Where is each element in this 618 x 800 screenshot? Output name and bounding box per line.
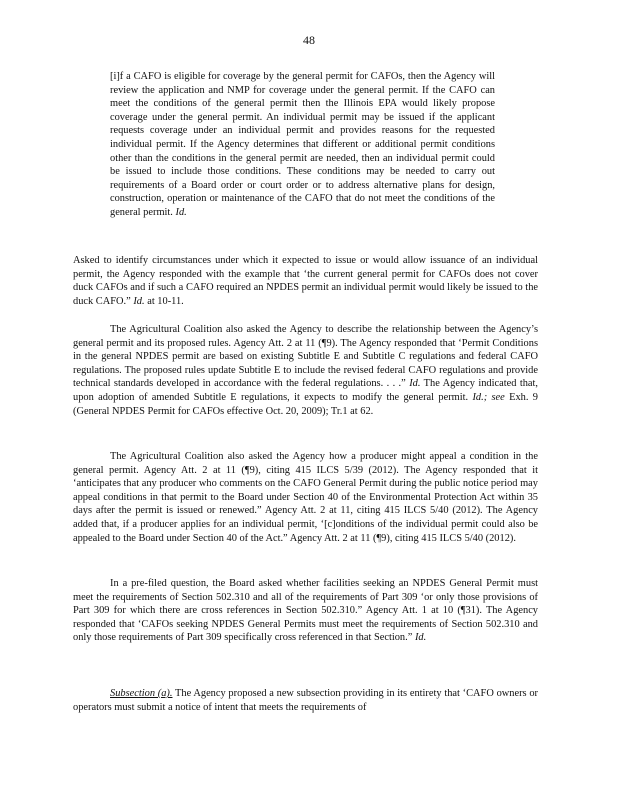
quote-citation: Id.	[175, 206, 187, 218]
paragraph-text: The Agricultural Coalition also asked the Agency to describe the relationship between the Agency’s general permit and its proposed rules. Agency Att. 2 at 11 (¶9). The Agency responded that ‘Permit Conditions in the general NPDES permit are based on existing Subtitle E and Subtitle C regulations and federal CAFO regulations. The proposed rules update Subtitle E to include the revised federal CAFO regulations and provide technical standards developed in accordance with the federal regulations. . . .”	[73, 324, 538, 390]
paragraph-relationship	[73, 323, 538, 418]
exhibit-reference: Exh. 9 (General NPDES Permit for CAFOs effective Oct. 20, 2009); Tr.1 at 62.	[73, 391, 538, 417]
paragraph-subsection-a	[73, 687, 538, 714]
paragraph-prefiled-question	[73, 577, 538, 645]
paragraph-text: The Agricultural Coalition also asked the Agency how a producer might appeal a condition in the general permit. Agency Att. 2 at 11 (¶9), citing 415 ILCS 5/39 (2012). The Agency responded that it ‘anticipates that any producer who comments on the CAFO General Permit during the public notice period may appeal conditions in that permit to the Board under Section 40 of the Environmental Protection Act within 35 days after the permit is issued or renewed.” Agency Att. 2 at 11, citing 415 ILCS 5/40 (2012). The Agency added that, if a producer applies for an individual permit, ‘[c]onditions of the individual permit could also be appealed to the Board under Section 40 of the Act.” Agency Att. 2 at 11 (¶9), citing 415 ILCS 5/40 (2012).	[73, 451, 538, 544]
paragraph-text: The Agency proposed a new subsection providing in its entirety that ‘CAFO owners or operators must submit a notice of intent that meets the requirements of	[73, 688, 538, 713]
paragraph-text: In a pre-filed question, the Board asked whether facilities seeking an NPDES General Permit must meet the requirements of Section 502.310 and all of the requirements of Part 309 ‘or only those provisions of Part 309 for which there are cross references in Section 502.310.” Agency Att. 1 at 10 (¶31). The Agency responded that ‘CAFOs seeking NPDES General Permits must meet the requirements of Section 502.310 and only those requirements of Part 309 specifically cross referenced in that Section.”	[73, 578, 538, 644]
paragraph-text-continued: The Agency indicated that, upon adoption of amended Subtitle E regulations, it expects to modify the general permit.	[73, 378, 539, 403]
citation: Id.	[414, 632, 427, 644]
paragraph-text: Asked to identify circumstances under which it expected to issue or would allow issuance of an individual permit, the Agency responded with the example that ‘the current general permit for CAFOs does not cover duck CAFOs and if such a CAFO required an NPDES permit an individual permit would likely be issued to the duck CAFO.”	[73, 255, 538, 307]
citation: Id.	[472, 391, 484, 403]
paragraph-appeal	[73, 450, 538, 545]
see-signal: ; see	[483, 391, 505, 403]
citation-pages: at 10-11.	[144, 295, 184, 307]
citation: Id.	[133, 295, 145, 307]
page-number: 48	[303, 33, 315, 47]
citation: Id.	[409, 378, 421, 390]
paragraph-individual-permit	[73, 254, 538, 308]
subsection-heading: Subsection (a).	[110, 688, 173, 699]
quote-text: [i]f a CAFO is eligible for coverage by the general permit for CAFOs, then the Agency will review the application and NMP for coverage under the general permit. If the CAFO can meet the conditions of the general permit then the Illinois EPA would likely propose coverage under the general permit. An individual permit may be issued if the applicant requests coverage under an individual permit and provides reasons for the requested individual permit. If the Agency determines that different or additional permit conditions other than the conditions in the general permit are needed, then an individual permit could be issued to include those conditions. These conditions may be needed to carry out requirements of a Board order or court order or to address alternative plans for design, construction, operation or maintenance of the CAFO that do not meet the conditions of the general permit.	[110, 71, 495, 218]
block-quote	[110, 70, 495, 220]
